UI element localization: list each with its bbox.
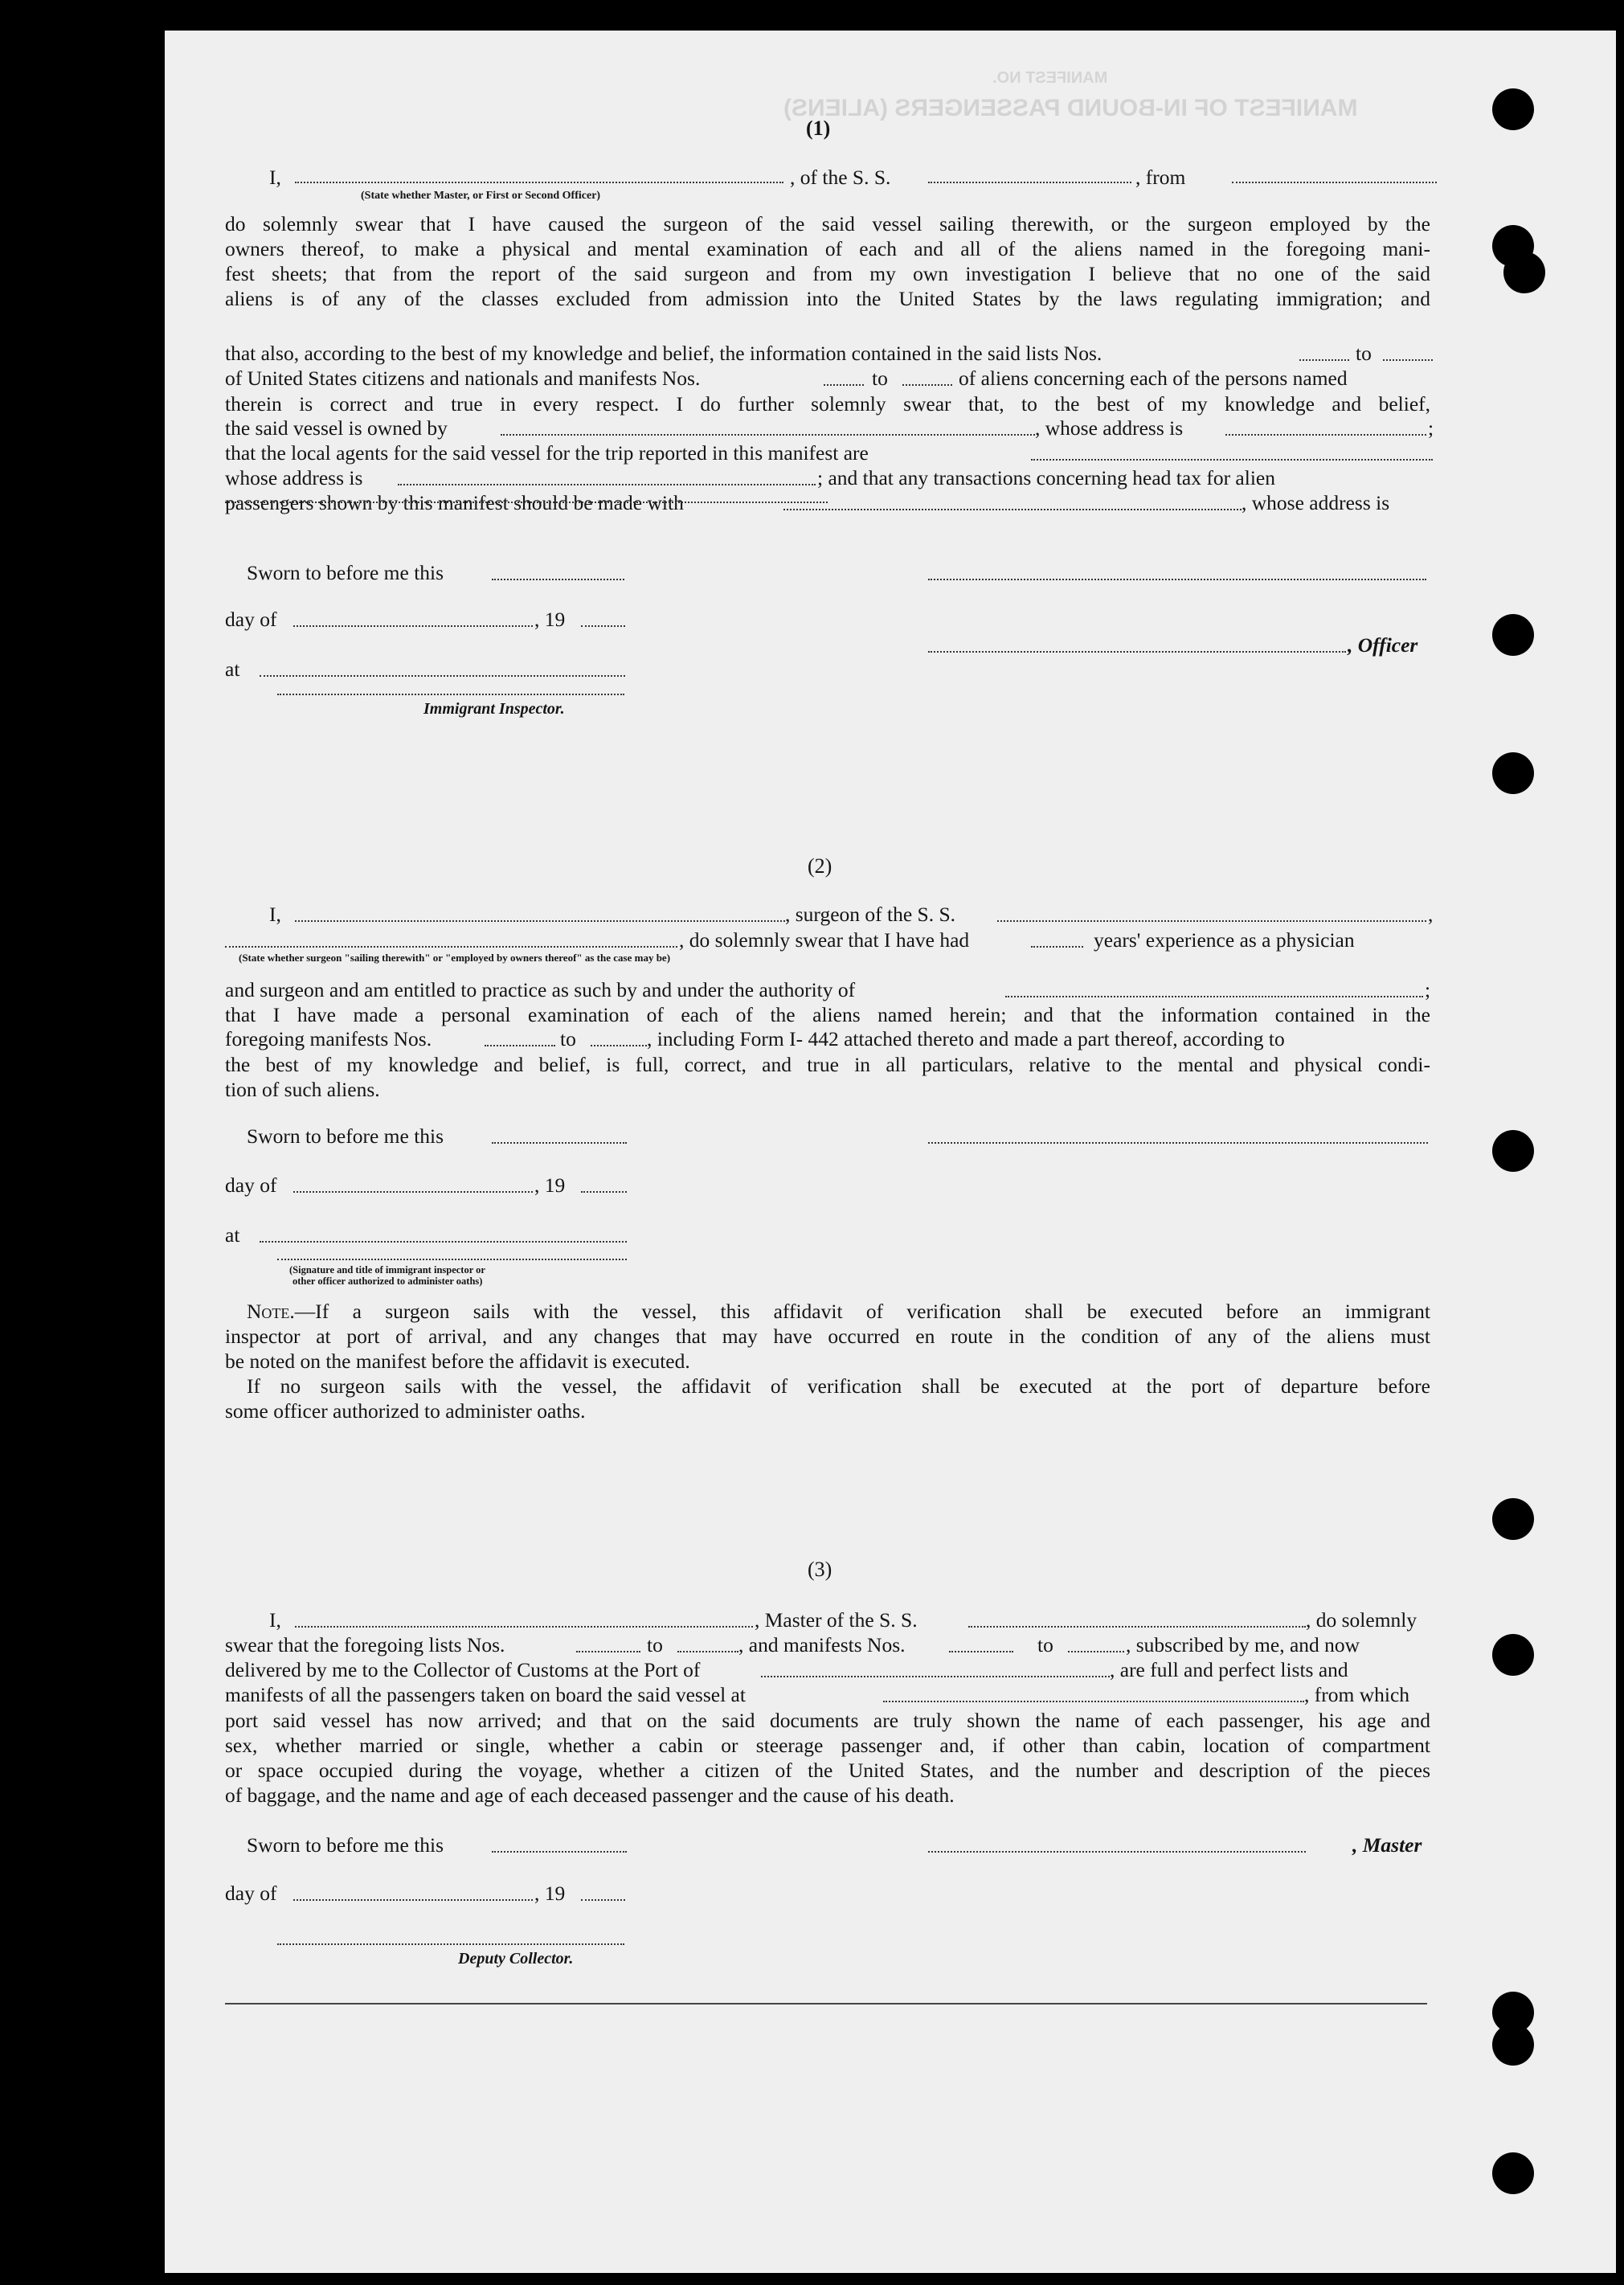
officer-label: , Officer	[1348, 633, 1418, 657]
foregoing-manifests-line	[165, 1027, 1616, 1051]
text-line: some officer authorized to administer oaths.	[225, 1399, 586, 1423]
officer-rank-hint: (State whether Master, or First or Second Officer)	[361, 190, 601, 202]
text-fragment: day of	[225, 1882, 277, 1905]
text-line: sex, whether married or single, whether a cabin or steerage passenger and, if other than cabin, location of compartment	[225, 1734, 1430, 1757]
month-field[interactable]	[293, 624, 533, 627]
sworn-line-1	[165, 561, 1616, 585]
form-page	[165, 31, 1616, 2273]
text-fragment: , including Form I- 442 attached thereto and made a part thereof, according to	[647, 1027, 1285, 1050]
text-line: other officer authorized to administer oaths)	[292, 1276, 483, 1287]
text-fragment: , and manifests Nos.	[738, 1633, 906, 1656]
text-line: of baggage, and the name and age of each deceased passenger and the cause of his death.	[225, 1783, 955, 1807]
month-field[interactable]	[293, 1190, 533, 1193]
local-agents-field[interactable]	[1031, 457, 1433, 461]
section-3-number: (3)	[808, 1558, 832, 1581]
punch-hole	[1492, 1634, 1534, 1676]
master-name-field[interactable]	[295, 1624, 753, 1628]
text-fragment: to	[560, 1027, 576, 1050]
text-line: port said vessel has now arrived; and that on the said documents are truly shown the name of each passenger, his age and	[225, 1709, 1430, 1732]
text-fragment: passengers shown by this manifest should be made with	[225, 491, 684, 514]
text-line-wrapper	[225, 1052, 1430, 1077]
day-of-line-2	[165, 1173, 1616, 1198]
manifests-nos-line	[165, 367, 1616, 391]
text-line-wrapper	[225, 1002, 1430, 1027]
owned-by-line	[165, 416, 1616, 440]
master-vessel-field[interactable]	[968, 1624, 1306, 1628]
taken-on-board-line	[165, 1683, 1616, 1707]
sworn-line-3	[165, 1833, 1616, 1857]
section-3-oath-line	[165, 1608, 1616, 1632]
punch-hole	[1492, 88, 1534, 130]
text-fragment: day of	[225, 608, 277, 631]
manifests-to-field[interactable]	[1068, 1649, 1124, 1652]
authority-field[interactable]	[1005, 994, 1423, 997]
text-fragment: of aliens concerning each of the persons named	[959, 367, 1348, 390]
inspector-signature-field[interactable]	[277, 1259, 627, 1260]
manifests-from-field[interactable]	[485, 1043, 555, 1046]
of-the-ss-label: , of the S. S.	[790, 166, 891, 189]
sworn-date-field[interactable]	[492, 1849, 627, 1853]
departure-port-field[interactable]	[883, 1699, 1304, 1702]
text-fragment: and surgeon and am entitled to practice as such by and under the authority of	[225, 978, 856, 1001]
year-field[interactable]	[581, 1898, 625, 1901]
text-fragment: ,	[1428, 903, 1434, 926]
text-fragment: whose address is	[225, 466, 363, 489]
manifests-to-field[interactable]	[902, 383, 952, 386]
oath-i: I,	[269, 166, 281, 189]
sworn-date-field[interactable]	[492, 577, 624, 580]
text-fragment: , whose address is	[1035, 416, 1184, 440]
text-fragment: ;	[1428, 416, 1434, 440]
section-2-number: (2)	[808, 854, 832, 878]
master-signature-field[interactable]	[928, 1849, 1306, 1853]
bleed-through-manifest-no: MANIFEST NO.	[992, 69, 1108, 87]
text-fragment: day of	[225, 1173, 277, 1197]
text-line: do solemnly swear that I have caused the surgeon of the said vessel sailing therewith, or the surgeon employed by the	[225, 212, 1430, 235]
punch-hole	[1492, 2152, 1534, 2194]
text-fragment: at	[225, 1223, 240, 1247]
lists-nos-line	[165, 342, 1616, 366]
text-fragment: swear that the foregoing lists Nos.	[225, 1633, 505, 1656]
day-of-line-3	[165, 1882, 1616, 1906]
text-line: fest sheets; that from the report of the said surgeon and from my own investigation I believe that no one of the said	[225, 262, 1430, 285]
place-field[interactable]	[260, 1239, 627, 1243]
text-fragment: , whose address is	[1242, 491, 1390, 514]
surgeon-experience-line	[165, 928, 1616, 952]
text-fragment: , 19	[534, 608, 566, 631]
agents-address-line	[165, 466, 1616, 490]
text-fragment: to	[647, 1633, 663, 1656]
text-fragment: , Master of the S. S.	[755, 1608, 918, 1632]
surgeon-vessel-field[interactable]	[997, 919, 1426, 922]
place-field[interactable]	[260, 674, 625, 677]
text-line: or space occupied during the voyage, whether a citizen of the United States, and the number and description of the pieces	[225, 1759, 1430, 1782]
oath-i: I,	[269, 1608, 281, 1632]
text-fragment: to	[872, 367, 888, 390]
year-field[interactable]	[581, 1190, 627, 1193]
text-fragment: Sworn to before me this	[247, 1124, 444, 1148]
bottom-rule	[225, 2003, 1427, 2004]
sworn-date-field[interactable]	[492, 1140, 627, 1144]
text-fragment: , surgeon of the S. S.	[785, 903, 956, 926]
note-paragraph	[225, 1299, 1430, 1324]
text-line-wrapper	[225, 391, 1430, 416]
text-fragment: manifests of all the passengers taken on board the said vessel at	[225, 1683, 746, 1706]
lists-from-field[interactable]	[1299, 358, 1349, 361]
text-fragment: , do solemnly swear that I have had	[679, 928, 970, 952]
text-fragment: , do solemnly	[1306, 1608, 1417, 1632]
text-fragment: that the local agents for the said vessel for the trip reported in this manifest are	[225, 441, 869, 465]
port-field[interactable]	[761, 1674, 1110, 1677]
signature-note	[289, 1264, 485, 1287]
officer-signature-field[interactable]	[928, 577, 1426, 580]
text-line-wrapper	[247, 1374, 1430, 1398]
inspector-signature-field[interactable]	[277, 694, 624, 695]
authority-line	[165, 978, 1616, 1002]
text-fragment: Sworn to before me this	[247, 1833, 444, 1857]
punch-hole	[1492, 614, 1534, 656]
section-1-number: (1)	[806, 117, 831, 140]
officer-name-field[interactable]	[295, 180, 783, 183]
deputy-collector-label: Deputy Collector.	[458, 1950, 574, 1968]
surgeon-status-field[interactable]	[225, 944, 677, 948]
punch-hole	[1492, 1498, 1534, 1540]
text-fragment: foregoing manifests Nos.	[225, 1027, 432, 1050]
local-agents-line	[165, 441, 1616, 465]
text-fragment: the said vessel is owned by	[225, 416, 448, 440]
text-line: inspector at port of arrival, and any changes that may have occurred en route in the condition of any of the aliens must	[225, 1325, 1430, 1348]
inspector-label: Immigrant Inspector.	[423, 700, 565, 718]
at-line-2	[165, 1223, 1616, 1247]
agents-address-field[interactable]	[398, 482, 816, 485]
lists-to-field[interactable]	[1383, 358, 1433, 361]
owner-field[interactable]	[501, 432, 1035, 436]
head-tax-contact-field[interactable]	[783, 507, 1242, 510]
section-2-oath-line	[165, 903, 1616, 927]
manifests-from-field[interactable]	[949, 1649, 1013, 1652]
oath-i: I,	[269, 903, 281, 926]
text-fragment: , subscribed by me, and now	[1126, 1633, 1360, 1656]
text-line-wrapper	[225, 1324, 1430, 1349]
text-line: be noted on the manifest before the affidavit is executed.	[225, 1349, 690, 1373]
head-tax-line	[165, 491, 1616, 515]
punch-hole	[1492, 752, 1534, 794]
punch-hole	[1492, 2024, 1534, 2066]
section-1-oath-line	[165, 166, 1616, 190]
text-fragment: delivered by me to the Collector of Customs at the Port of	[225, 1658, 701, 1681]
officer-title-field[interactable]	[928, 649, 1346, 653]
owner-address-field[interactable]	[1225, 432, 1426, 436]
manifests-to-field[interactable]	[591, 1043, 647, 1046]
text-fragment: , 19	[534, 1882, 566, 1905]
text-line: If no surgeon sails with the vessel, the affidavit of verification shall be executed at the port of departure before	[247, 1374, 1430, 1398]
punch-hole	[1492, 1130, 1534, 1172]
text-line: of United States citizens and nationals and manifests Nos.	[225, 367, 701, 390]
text-fragment: at	[225, 657, 240, 681]
text-fragment: —If a surgeon sails with the vessel, this affidavit of verification shall be executed before an immigrant	[294, 1300, 1430, 1323]
sworn-line-2	[165, 1124, 1616, 1149]
from-port-field[interactable]	[1232, 180, 1437, 183]
text-fragment: Sworn to before me this	[247, 561, 444, 584]
text-fragment: ; and that any transactions concerning head tax for alien	[817, 466, 1275, 489]
text-fragment: years' experience as a physician	[1094, 928, 1355, 952]
lists-from-field[interactable]	[576, 1649, 640, 1652]
master-label: , Master	[1352, 1833, 1422, 1857]
surgeon-signature-field[interactable]	[928, 1140, 1428, 1144]
bleed-through-title: MANIFEST OF IN-BOUND PASSENGERS (ALIENS)	[783, 95, 1358, 121]
section-1-paragraph	[225, 211, 1430, 311]
lists-manifests-line	[165, 1633, 1616, 1657]
text-line: tion of such aliens.	[225, 1078, 380, 1101]
collector-line	[165, 1658, 1616, 1682]
at-line-1	[165, 657, 1616, 682]
head-tax-address-field[interactable]	[225, 502, 828, 503]
month-field[interactable]	[293, 1898, 533, 1901]
text-fragment: to	[1037, 1633, 1053, 1656]
note-label: Note.	[247, 1300, 295, 1323]
lists-to-field[interactable]	[677, 1649, 738, 1652]
text-line: aliens is of any of the classes excluded from admission into the United States by the laws regulating immigration; and	[225, 287, 1430, 310]
text-line: owners thereof, to make a physical and mental examination of each and all of the aliens named in the foregoing mani-	[225, 237, 1430, 260]
text-fragment: , 19	[534, 1173, 566, 1197]
section-3-paragraph	[225, 1708, 1430, 1783]
year-field[interactable]	[581, 624, 625, 627]
text-fragment: , from which	[1304, 1683, 1410, 1706]
day-of-line-1	[165, 608, 1616, 632]
vessel-name-field[interactable]	[928, 180, 1131, 183]
collector-signature-field[interactable]	[277, 1943, 624, 1945]
text-line: (Signature and title of immigrant inspector or	[289, 1264, 485, 1276]
surgeon-name-field[interactable]	[295, 919, 785, 922]
text-line: that I have made a personal examination of each of the aliens named herein; and that the information contained in the	[225, 1003, 1430, 1026]
years-experience-field[interactable]	[1031, 944, 1083, 948]
text-fragment: , are full and perfect lists and	[1110, 1658, 1348, 1681]
text-line: that also, according to the best of my knowledge and belief, the information contained in the said lists Nos.	[225, 342, 1102, 365]
text-line: therein is correct and true in every respect. I do further solemnly swear that, to the best of my knowledge and belief,	[225, 392, 1430, 416]
text-fragment: ;	[1425, 978, 1431, 1001]
punch-hole	[1503, 252, 1545, 293]
officer-title-line	[165, 633, 1616, 657]
manifests-from-field[interactable]	[824, 383, 864, 386]
text-line: the best of my knowledge and belief, is full, correct, and true in all particulars, relative to the mental and physical condi-	[225, 1053, 1430, 1076]
surgeon-status-hint: (State whether surgeon "sailing therewith" or "employed by owners thereof" as the case may be)	[239, 952, 671, 964]
from-label: , from	[1135, 166, 1186, 189]
text-fragment: to	[1356, 342, 1372, 365]
